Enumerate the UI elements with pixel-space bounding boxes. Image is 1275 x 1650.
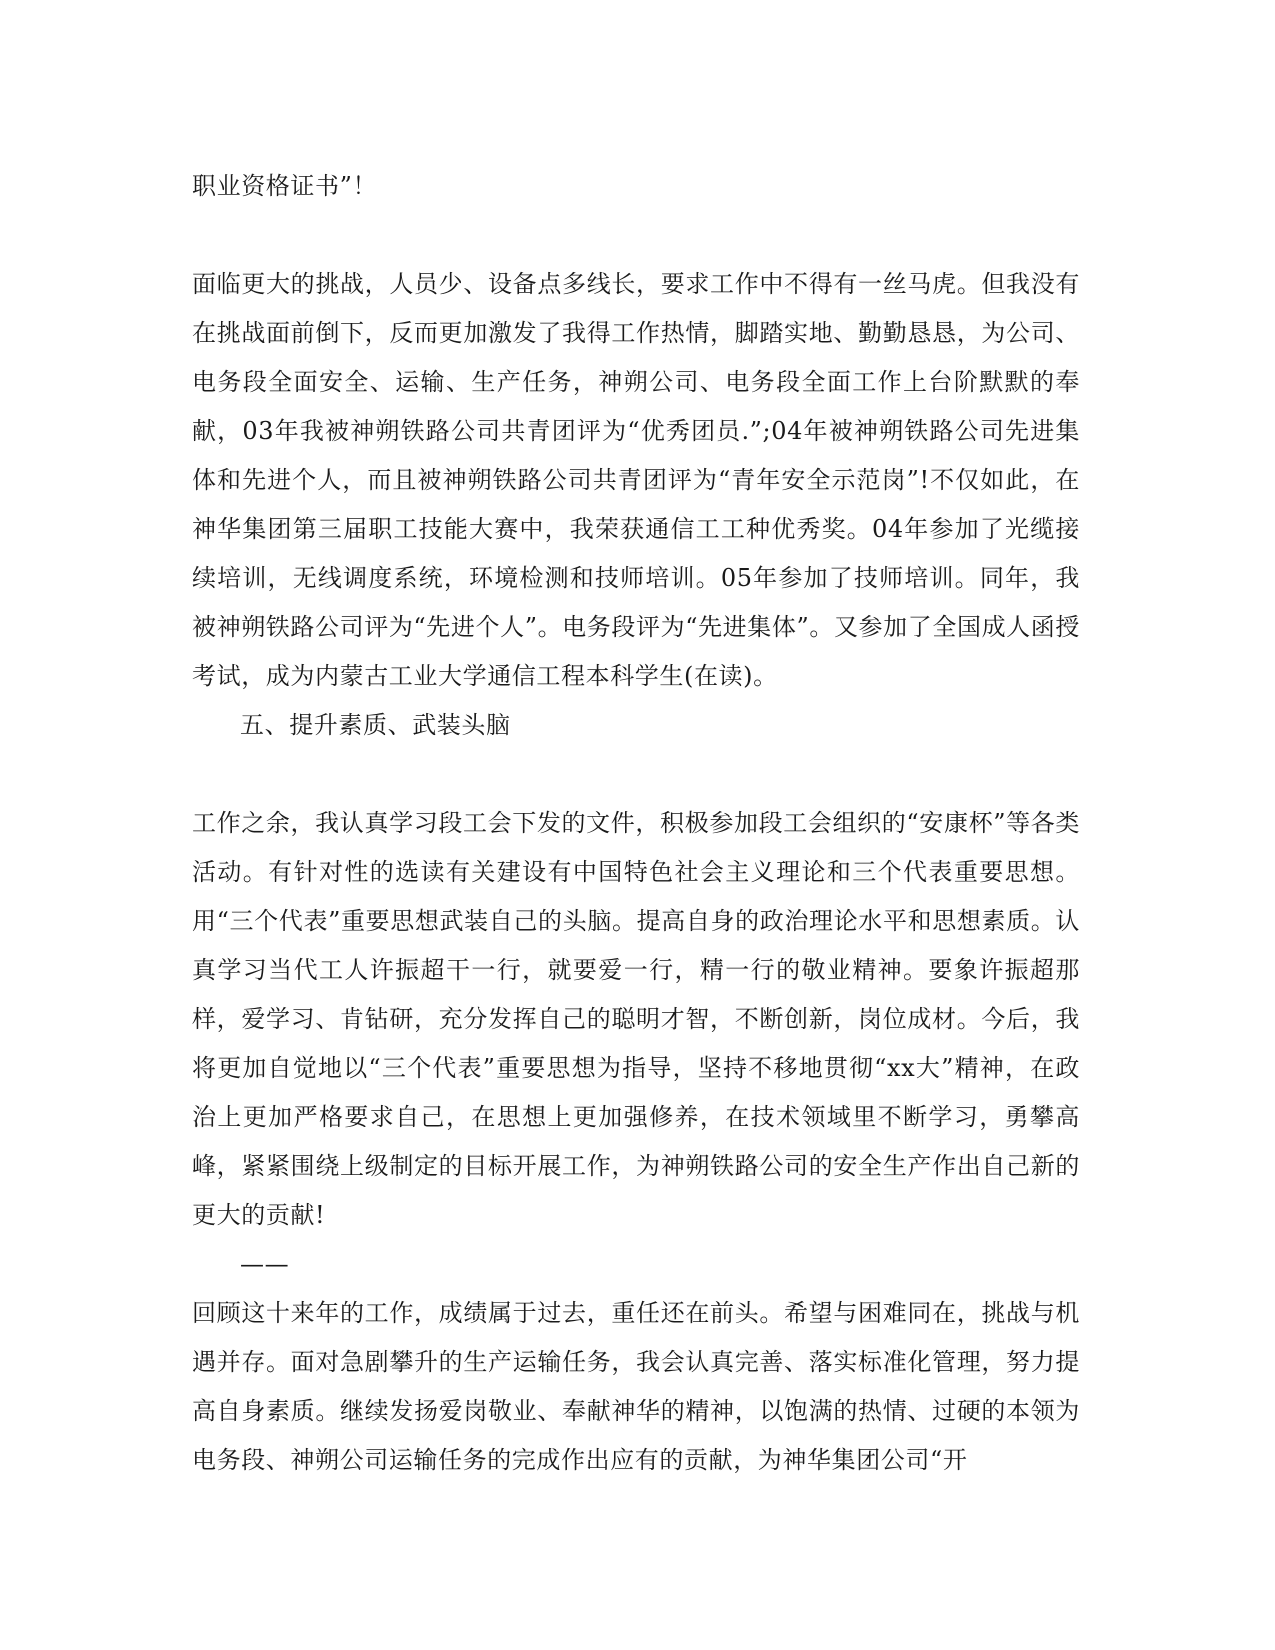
paragraph-gap [192, 750, 1080, 799]
paragraph-review-outlook: 回顾这十来年的工作，成绩属于过去，重任还在前头。希望与困难同在，挑战与机遇并存。面对急剧攀升的生产运输任务，我会认真完善、落实标准化管理，努力提高自身素质。继续发扬爱岗敬业、奉献神华的精神，以饱满的热情、过硬的本领为电务段、神朔公司运输任务的完成作出应有的贡献，为神华集团公司“开 [192, 1299, 1080, 1474]
paragraph-study-improvement: 工作之余，我认真学习段工会下发的文件，积极参加段工会组织的“安康杯”等各类活动。有针对性的选读有关建设有中国特色社会主义理论和三个代表重要思想。用“三个代表”重要思想武装自己的头脑。提高自身的政治理论水平和思想素质。认真学习当代工人许振超干一行，就要爱一行，精一行的敬业精神。要象许振超那样，爱学习、肯钻研，充分发挥自己的聪明才智，不断创新，岗位成材。今后，我将更加自觉地以“三个代表”重要思想为指导，坚持不移地贯彻“xx大”精神，在政治上更加严格要求自己，在思想上更加强修养，在技术领域里不断学习，勇攀高峰，紧紧围绕上级制定的目标开展工作，为神朔铁路公司的安全生产作出自己新的更大的贡献! [192, 809, 1080, 1229]
document-body [192, 162, 1080, 1485]
paragraph-certificate-ending: 职业资格证书”！ [192, 172, 378, 200]
section-heading-five: 五、提升素质、武装头脑 [240, 711, 511, 739]
paragraph-challenges-achievements: 面临更大的挑战，人员少、设备点多线长，要求工作中不得有一丝马虎。但我没有在挑战面前倒下，反而更加激发了我得工作热情，脚踏实地、勤勤恳恳，为公司、电务段全面安全、运输、生产任务，神朔公司、电务段全面工作上台阶默默的奉献，03年我被神朔铁路公司共青团评为“优秀团员.”;04年被神朔铁路公司先进集体和先进个人，而且被神朔铁路公司共青团评为“青年安全示范岗”!不仅如此，在神华集团第三届职工技能大赛中，我荣获通信工工种优秀奖。04年参加了光缆接续培训，无线调度系统，环境检测和技师培训。05年参加了技师培训。同年，我被神朔铁路公司评为“先进个人”。电务段评为“先进集体”。又参加了全国成人函授考试，成为内蒙古工业大学通信工程本科学生(在读)。 [192, 270, 1080, 690]
dash-separator: —— [240, 1250, 290, 1278]
paragraph-gap [192, 211, 1080, 260]
